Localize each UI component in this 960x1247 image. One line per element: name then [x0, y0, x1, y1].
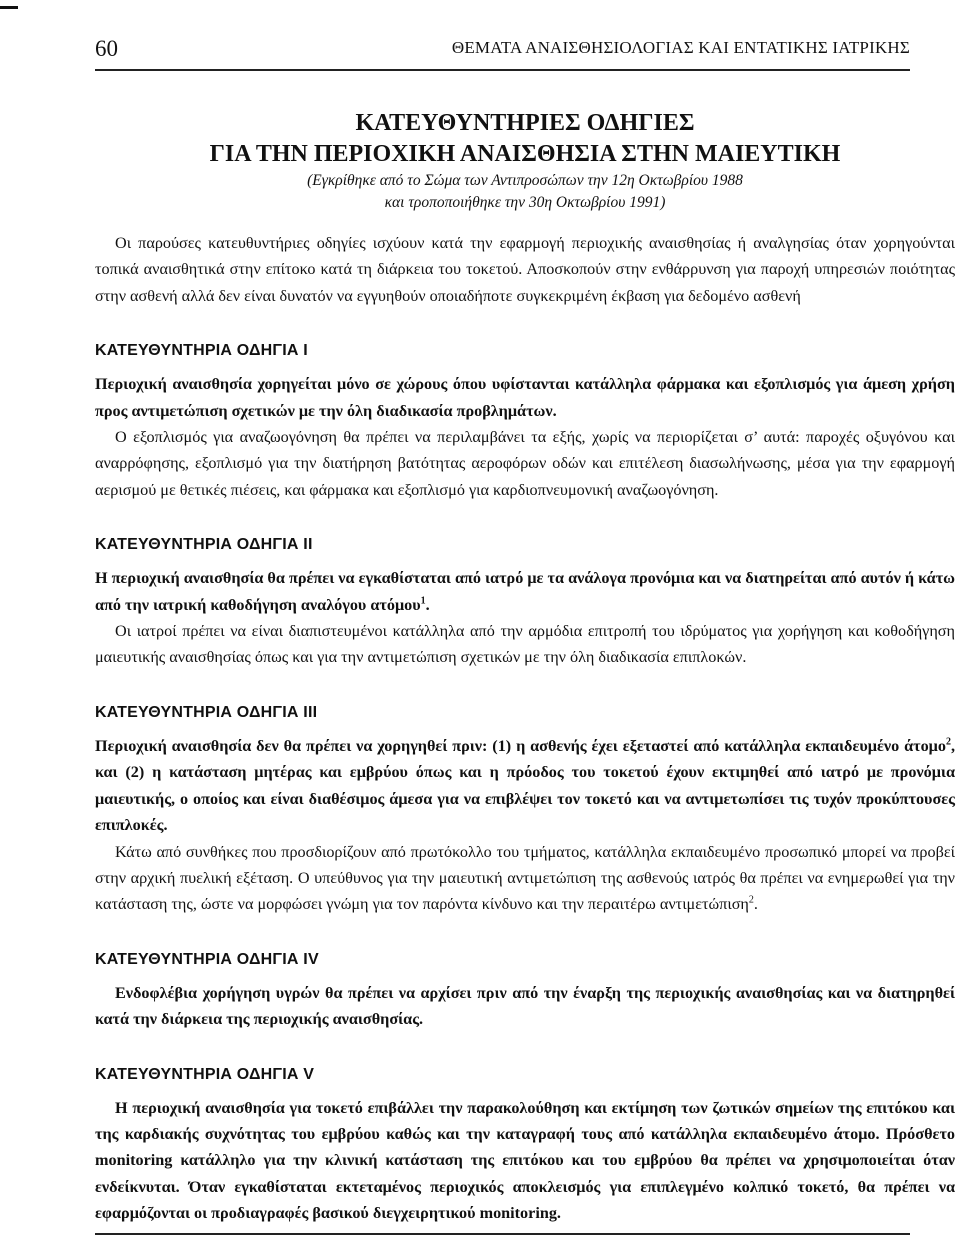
footer-rule	[95, 1233, 910, 1235]
guideline-3-body-text: Κάτω από συνθήκες που προσδιορίζουν από πρωτόκολλο του τμήματος, κατάλληλα εκπαιδευμένο προσωπικό μπορεί να προβεί στην αρχική πυελική εξέταση. Ο υπεύθυνος για την μαιευτική αντιμετώπιση της ασθενούς ιατρός θα πρέπει να ενημερωθεί για την κατάσταση της, ώστε να μορφώσει γνώμη για τον παρόντα κίνδυνο και την περαιτέρω αντιμετώπιση	[95, 842, 955, 914]
guideline-5-statement: Η περιοχική αναισθησία για τοκετό επιβάλλει την παρακολούθηση και εκτίμηση των ζωτικών σημείων της επιτόκου και της καρδιακής συχνότητας του εμβρύου καθώς και την καταγραφή τους από κατάλληλα εκπαιδευμένο άτομο. Πρόσθετο monitoring κατάλληλο για την κλινική κατάσταση της επιτόκου και του εμβρύου θα πρέπει να χρησιμοποιείται όταν ενδείκνυται. Όταν εγκαθίσταται εκτεταμένος περιοχικός αποκλεισμός για επιπλεγμένο κολπικό τοκετό, θα πρέπει να εφαρμόζονται οι προδιαγραφές βασικού διεγχειρητικού monitoring.	[95, 1098, 955, 1223]
approval-note-line2: και τροποποιήθηκε την 30η Οκτωβρίου 1991)	[384, 194, 666, 211]
guideline-2-statement	[95, 565, 955, 618]
guideline-3-statement-a: Περιοχική αναισθησία δεν θα πρέπει να χορηγηθεί πριν: (1) η ασθενής έχει εξεταστεί από κατάλληλα εκπαιδευμένο άτομο	[95, 736, 946, 755]
running-title: ΘΕΜΑΤΑ ΑΝΑΙΣΘΗΣΙΟΛΟΓΙΑΣ ΚΑΙ ΕΝΤΑΤΙΚΗΣ ΙΑΤΡΙΚΗΣ	[451, 38, 910, 57]
guideline-4-heading: ΚΑΤΕΥΘΥΝΤΗΡΙΑ ΟΔΗΓΙΑ IV	[95, 950, 319, 968]
page-content	[95, 108, 955, 1227]
document-title-line1: ΚΑΤΕΥΘΥΝΤΗΡΙΕΣ ΟΔΗΓΙΕΣ	[355, 110, 695, 136]
guideline-3-body	[95, 839, 955, 918]
guideline-3-statement	[95, 733, 955, 839]
guideline-5-heading: ΚΑΤΕΥΘΥΝΤΗΡΙΑ ΟΔΗΓΙΑ V	[95, 1065, 315, 1083]
guideline-2-statement-text: Η περιοχική αναισθησία θα πρέπει να εγκαθίσταται από ιατρό με τα ανάλογα προνόμια και να διατηρείται από αυτόν ή κάτω από την ιατρική καθοδήγηση αναλόγου ατόμου	[95, 569, 955, 614]
guideline-2-statement-tail: .	[425, 595, 430, 614]
guideline-3-statement-b: , και (2) η κατάσταση μητέρας και εμβρύου όπως και η πρόοδος του τοκετού έχουν εκτιμηθεί από ιατρό με προνόμια μαιευτικής, ο οποίος και είναι διαθέσιμος άμεσα για να επιβλέψει τον τοκετό και να αντιμετωπίσει τις τυχόν προκύπτουσες επιπλοκές.	[95, 736, 955, 835]
document-title-line2: ΓΙΑ ΤΗΝ ΠΕΡΙΟΧΙΚΗ ΑΝΑΙΣΘΗΣΙΑ ΣΤΗΝ ΜΑΙΕΥΤΙΚΗ	[209, 141, 841, 167]
guideline-1-body: Ο εξοπλισμός για αναζωογόνηση θα πρέπει να περιλαμβάνει τα εξής, χωρίς να περιορίζεται σ’ αυτά: παροχές οξυγόνου και αναρρόφησης, εξοπλισμό για την διατήρηση βατότητας αεροφόρων οδών και επιτέλεση διασωλήνωσης, μέσα για την εφαρμογή αερισμού με θετικές πιέσεις, και φάρμακα και εξοπλισμό για καρδιοπνευμονική αναζωογόνηση.	[95, 428, 955, 499]
guideline-3-heading: ΚΑΤΕΥΘΥΝΤΗΡΙΑ ΟΔΗΓΙΑ ΙΙΙ	[95, 703, 318, 721]
header-rule	[95, 69, 910, 71]
footnote-ref-1: 1	[420, 595, 426, 607]
footnote-ref-2b: 2	[748, 894, 754, 906]
approval-note-line1: (Εγκρίθηκε από το Σώμα των Αντιπροσώπων την 12η Οκτωβρίου 1988	[307, 172, 743, 189]
guideline-3-body-tail: .	[753, 895, 758, 914]
guideline-2-heading: ΚΑΤΕΥΘΥΝΤΗΡΙΑ ΟΔΗΓΙΑ ΙΙ	[95, 536, 313, 554]
guideline-2-body: Οι ιατροί πρέπει να είναι διαπιστευμένοι κατάλληλα από την αρμόδια επιτροπή του ιδρύματος για χορήγηση και κοθοδήγηση μαιευτικής αναισθησίας όπως και για την αντιμετώπιση σχετικών με την όλη διαδικασία επιπλοκών.	[95, 622, 955, 667]
page-number: 60	[95, 36, 118, 61]
page-header	[95, 28, 910, 68]
guideline-4-statement: Ενδοφλέβια χορήγηση υγρών θα πρέπει να αρχίσει πριν από την έναρξη της περιοχικής αναισθησίας και να διατηρηθεί κατά την διάρκεια της περιοχικής αναισθησίας.	[95, 983, 955, 1029]
guideline-1-statement: Περιοχική αναισθησία χορηγείται μόνο σε χώρους όπου υφίστανται κατάλληλα φάρμακα και εξοπλισμός για άμεση χρήση προς αντιμετώπιση σχετικών με την όλη διαδικασία προβλημάτων.	[95, 375, 955, 420]
intro-paragraph: Οι παρούσες κατευθυντήριες οδηγίες ισχύουν κατά την εφαρμογή περιοχικής αναισθησίας ή αναλγησίας όταν χορηγούνται τοπικά αναισθητικά στην επίτοκο κατά τη διάρκεια του τοκετού. Αποσκοπούν στην ενθάρρυνση για παροχή υπηρεσιών ποιότητας στην ασθενή αλλά δεν είναι δυνατόν να εγγυηθούν οποιαδήποτε συγκεκριμένη έκβαση για δεδομένο ασθενή	[95, 234, 955, 305]
page-corner-mark	[0, 6, 18, 9]
footnote-ref-2: 2	[945, 736, 951, 748]
guideline-1-heading: ΚΑΤΕΥΘΥΝΤΗΡΙΑ ΟΔΗΓΙΑ Ι	[95, 342, 308, 360]
